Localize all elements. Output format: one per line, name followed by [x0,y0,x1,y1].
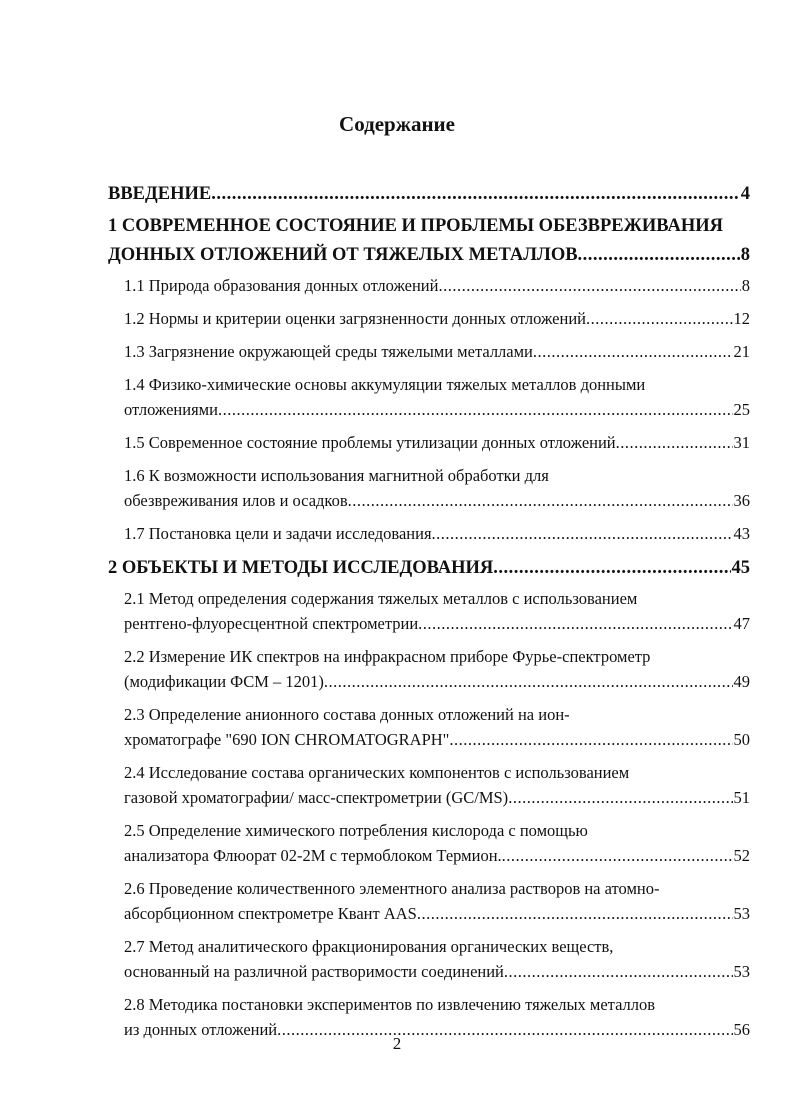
dot-leader [533,339,733,364]
toc-entry[interactable] [124,934,750,984]
dot-leader [586,306,733,331]
toc-entry[interactable] [124,586,750,636]
toc-entry-text: 1.3 Загрязнение окружающей среды тяжелыми металлами [124,342,533,361]
toc-entry[interactable] [124,760,750,810]
toc-page-number: 36 [733,491,750,510]
toc-page-number: 31 [733,433,750,452]
toc-page-number: 53 [733,962,750,981]
toc-page-number: 50 [733,730,750,749]
toc-entry[interactable] [124,876,750,926]
table-of-contents [108,180,750,1050]
toc-entry[interactable] [124,702,750,752]
dot-leader [348,488,733,513]
toc-page-number: 49 [733,672,750,691]
toc-entry[interactable] [124,818,750,868]
toc-entry-text: 2 ОБЪЕКТЫ И МЕТОДЫ ИССЛЕДОВАНИЯ [108,558,494,578]
toc-entry[interactable] [124,430,750,455]
dot-leader [438,273,740,298]
toc-entry-text: 1 СОВРЕМЕННОЕ СОСТОЯНИЕ И ПРОБЛЕМЫ ОБЕЗВРЕЖИВАНИЯ [108,216,723,236]
dot-leader [418,611,732,636]
toc-entry-text: абсорбционном спектрометре Квант AAS [124,904,417,923]
toc-entry-text: ВВЕДЕНИЕ [108,184,212,204]
toc-entry[interactable] [108,554,750,583]
dot-leader [493,554,730,583]
toc-entry-text: 2.1 Метод определения содержания тяжелых металлов с использованием [124,589,638,608]
toc-entry[interactable] [108,180,750,209]
toc-entry-text: из донных отложений [124,1020,278,1039]
toc-page-number: 4 [740,184,750,204]
toc-entry-text: хроматографе "690 ION CHROMATOGRAPH" [124,730,450,749]
dot-leader [218,397,733,422]
toc-entry[interactable] [124,521,750,546]
toc-entry[interactable] [124,306,750,331]
toc-entry[interactable] [124,273,750,298]
toc-entry-text: основанный на различной растворимости соединений [124,962,504,981]
dot-leader [417,901,733,926]
toc-entry-text: 1.4 Физико-химические основы аккумуляции тяжелых металлов донными [124,375,646,394]
toc-page-number: 25 [733,400,750,419]
toc-page-number: 8 [741,276,750,295]
dot-leader [578,241,740,270]
toc-entry-text: обезвреживания илов и осадков [124,491,348,510]
dot-leader [432,521,733,546]
toc-page-number: 47 [733,614,750,633]
toc-entry-text: 1.7 Постановка цели и задачи исследования [124,524,432,543]
toc-page-number: 52 [733,846,750,865]
toc-entry-text: газовой хроматографии/ масс-спектрометрии (GC/MS) [124,788,509,807]
toc-page-number: 43 [733,524,750,543]
toc-entry-text: 1.2 Нормы и критерии оценки загрязненности донных отложений [124,309,586,328]
toc-page-number: 8 [740,245,750,265]
dot-leader [324,669,733,694]
toc-page-number: 12 [733,309,750,328]
toc-entry-text: ДОННЫХ ОТЛОЖЕНИЙ ОТ ТЯЖЕЛЫХ МЕТАЛЛОВ [108,245,578,265]
toc-entry-text: 2.7 Метод аналитического фракционирования органических веществ, [124,937,614,956]
toc-entry-text: 2.6 Проведение количественного элементного анализа растворов на атомно- [124,879,660,898]
toc-page-number: 21 [733,342,750,361]
toc-page-number: 56 [733,1020,750,1039]
toc-entry-text: отложениями [124,400,218,419]
toc-page-number: 45 [731,558,750,578]
dot-leader [449,727,732,752]
toc-entry-text: 1.6 К возможности использования магнитной обработки для [124,466,549,485]
toc-entry-text: 1.1 Природа образования донных отложений [124,276,439,295]
toc-entry[interactable] [124,339,750,364]
toc-entry-text: 2.3 Определение анионного состава донных отложений на ион- [124,705,570,724]
dot-leader [504,959,733,984]
page-number: 2 [392,1034,402,1053]
dot-leader [616,430,733,455]
toc-entry[interactable] [124,644,750,694]
toc-entry-text: 2.4 Исследование состава органических компонентов с использованием [124,763,630,782]
toc-entry-text: 1.5 Современное состояние проблемы утилизации донных отложений [124,433,616,452]
page-title: Содержание [339,112,455,136]
dot-leader [211,180,740,209]
toc-page-number: 53 [733,904,750,923]
toc-entry[interactable] [124,372,750,422]
toc-page-number: 51 [733,788,750,807]
toc-entry-text: анализатора Флюорат 02-2М с термоблоком Термион. [124,846,502,865]
toc-entry-text: рентгено-флуоресцентной спектрометрии [124,614,419,633]
toc-entry-text: (модификации ФСМ – 1201) [124,672,324,691]
toc-entry-text: 2.5 Определение химического потребления кислорода с помощью [124,821,588,840]
dot-leader [502,843,733,868]
toc-entry[interactable] [108,212,750,270]
toc-entry-text: 2.8 Методика постановки экспериментов по извлечению тяжелых металлов [124,995,656,1014]
dot-leader [508,785,732,810]
toc-entry[interactable] [124,463,750,513]
toc-entry-text: 2.2 Измерение ИК спектров на инфракрасном приборе Фурье-спектрометр [124,647,651,666]
